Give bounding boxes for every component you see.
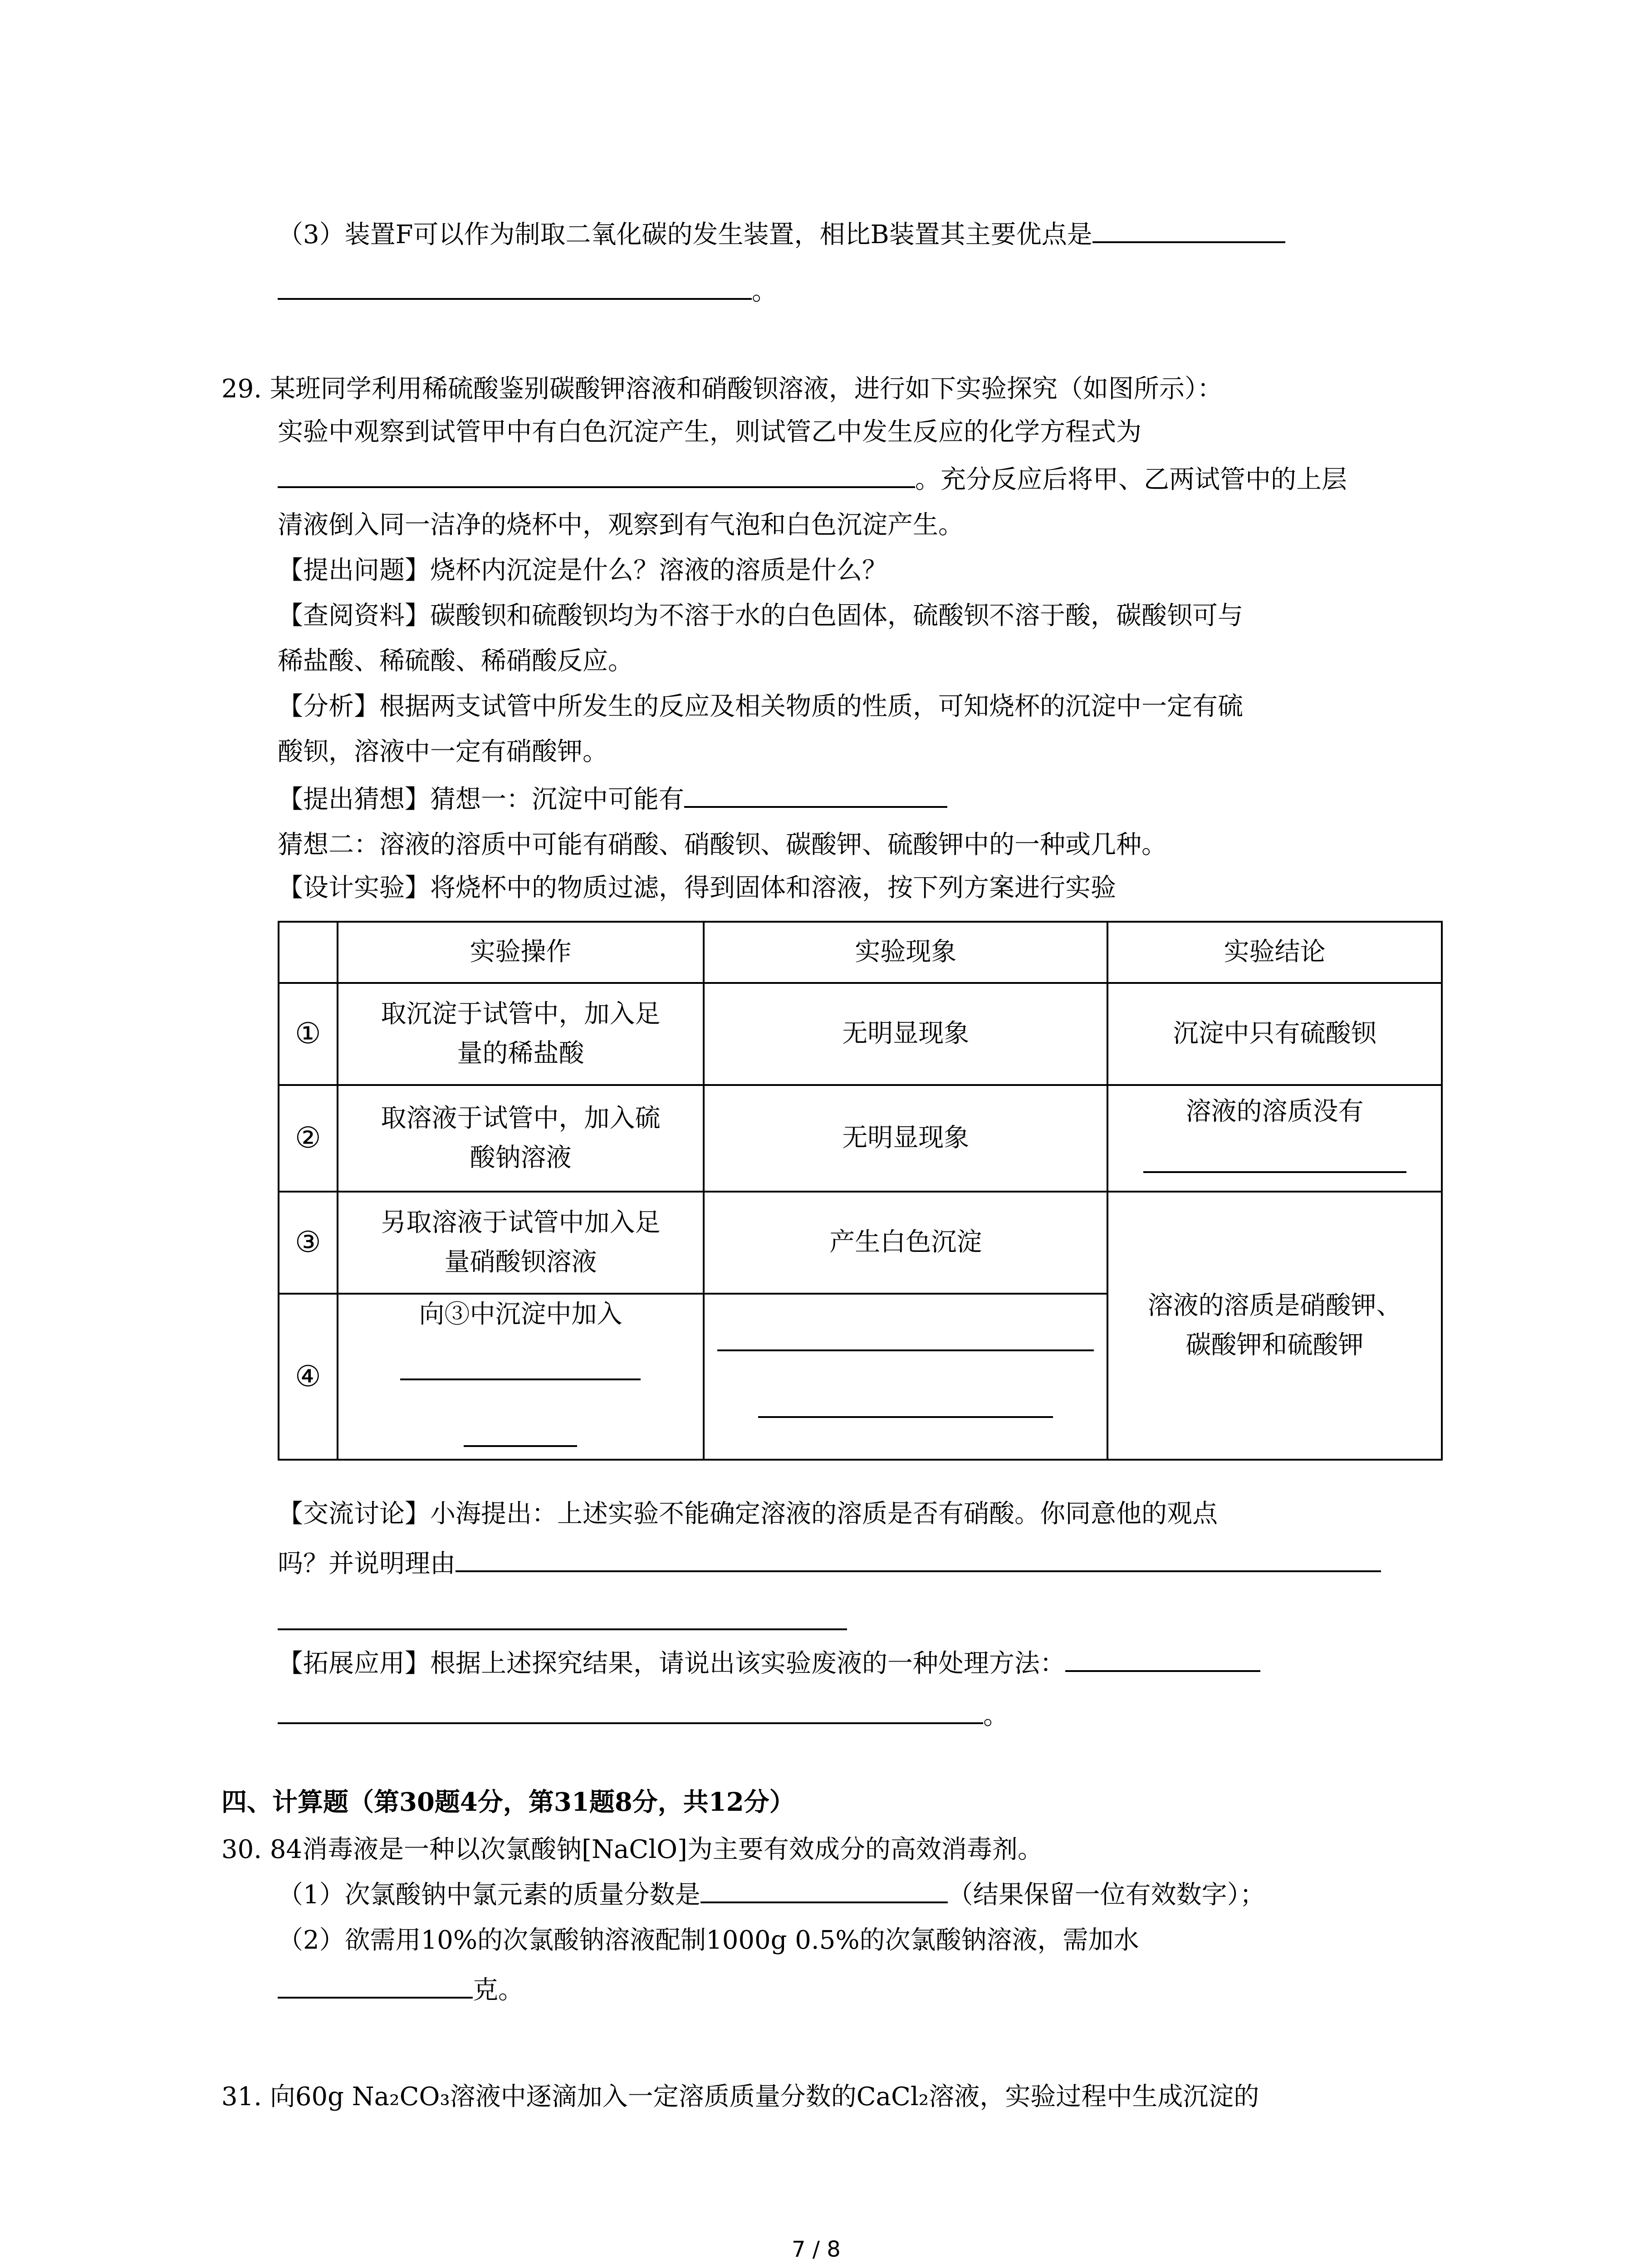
q29-guess-1: 【提出猜想】猜想一：沉淀中可能有	[278, 787, 947, 812]
row-conclusion: 沉淀中只有硫酸钡	[1107, 983, 1442, 1085]
q29-line3: 。充分反应后将甲、乙两试管中的上层	[278, 467, 1347, 493]
q29-apply: 【拓展应用】根据上述探究结果，请说出该实验废液的一种处理方法：	[278, 1651, 1260, 1677]
answer-blank[interactable]	[684, 805, 947, 808]
q29-discuss-1: 【交流讨论】小海提出：上述实验不能确定溶液的溶质是否有硝酸。你同意他的观点	[278, 1499, 1218, 1529]
answer-blank[interactable]	[717, 1349, 1094, 1351]
answer-blank[interactable]	[278, 1628, 847, 1630]
q29-guess-2: 猜想二：溶液的溶质中可能有硝酸、硝酸钡、碳酸钾、硫酸钾中的一种或几种。	[278, 830, 1167, 860]
table-row	[279, 1085, 1442, 1192]
answer-blank[interactable]	[1143, 1170, 1406, 1173]
q29-discuss-2: 吗？并说明理由	[278, 1551, 1381, 1577]
experiment-table	[278, 921, 1443, 1461]
row-operation: 向③中沉淀中加入	[338, 1294, 704, 1460]
row-conclusion: 溶液的溶质没有	[1107, 1085, 1442, 1192]
table-header-empty	[279, 922, 338, 983]
table-header-conclusion: 实验结论	[1107, 922, 1442, 983]
answer-blank[interactable]	[758, 1415, 1053, 1418]
q28-part3-text: （3）装置F可以作为制取二氧化碳的发生装置，相比B装置其主要优点是	[278, 222, 1285, 248]
answer-blank[interactable]	[278, 297, 752, 300]
q30-part2-continuation: 克。	[278, 1978, 524, 2003]
table-row	[279, 983, 1442, 1085]
table-header-phenomenon: 实验现象	[704, 922, 1107, 983]
answer-blank[interactable]	[278, 1721, 983, 1724]
q29-analysis-2: 酸钡，溶液中一定有硝酸钾。	[278, 737, 608, 767]
row-operation: 取沉淀于试管中，加入足 量的稀盐酸	[338, 983, 704, 1085]
q29-design: 【设计实验】将烧杯中的物质过滤，得到固体和溶液，按下列方案进行实验	[278, 873, 1116, 903]
q31-line1: 31. 向60g Na₂CO₃溶液中逐滴加入一定溶质质量分数的CaCl₂溶液，实验过程中生成沉淀的	[221, 2082, 1259, 2112]
table-header-operation: 实验操作	[338, 922, 704, 983]
page-number: 7 / 8	[792, 2237, 841, 2262]
answer-blank[interactable]	[1092, 240, 1285, 243]
row-phenomenon: 无明显现象	[704, 1085, 1107, 1192]
row-number: ①	[279, 983, 338, 1085]
row-operation: 取溶液于试管中，加入硫 酸钠溶液	[338, 1085, 704, 1192]
row-phenomenon: 产生白色沉淀	[704, 1192, 1107, 1294]
q28-part3-continuation: 。	[278, 279, 777, 304]
answer-blank[interactable]	[700, 1901, 948, 1903]
answer-blank[interactable]	[1065, 1669, 1260, 1672]
row-conclusion: 溶液的溶质是硝酸钾、 碳酸钾和硫酸钾	[1107, 1192, 1442, 1460]
answer-blank[interactable]	[278, 485, 915, 488]
q30-part2: （2）欲需用10%的次氯酸钠溶液配制1000g 0.5%的次氯酸钠溶液，需加水	[278, 1926, 1139, 1955]
q29-problem: 【提出问题】烧杯内沉淀是什么？溶液的溶质是什么？	[278, 556, 887, 585]
row-number: ④	[279, 1294, 338, 1460]
table-row	[279, 1192, 1442, 1294]
q30-part1: （1）次氯酸钠中氯元素的质量分数是 （结果保留一位有效数字）；	[278, 1880, 1265, 1910]
answer-blank[interactable]	[278, 1996, 473, 1999]
q29-reference-1: 【查阅资料】碳酸钡和硫酸钡均为不溶于水的白色固体，硫酸钡不溶于酸，碳酸钡可与	[278, 601, 1243, 631]
q29-reference-2: 稀盐酸、稀硫酸、稀硝酸反应。	[278, 646, 633, 676]
section-4-title: 四、计算题（第30题4分，第31题8分，共12分）	[221, 1787, 795, 1817]
row-phenomenon	[704, 1294, 1107, 1460]
row-number: ③	[279, 1192, 338, 1294]
answer-blank[interactable]	[456, 1569, 1381, 1572]
q29-apply-continuation: 。	[278, 1703, 1009, 1729]
row-number: ②	[279, 1085, 338, 1192]
table-header-row	[279, 922, 1442, 983]
answer-blank[interactable]	[464, 1444, 577, 1447]
q29-line1: 29. 某班同学利用稀硫酸鉴别碳酸钾溶液和硝酸钡溶液，进行如下实验探究（如图所示）：	[221, 374, 1223, 404]
q29-line4: 清液倒入同一洁净的烧杯中，观察到有气泡和白色沉淀产生。	[278, 510, 964, 540]
row-operation: 另取溶液于试管中加入足 量硝酸钡溶液	[338, 1192, 704, 1294]
q29-analysis-1: 【分析】根据两支试管中所发生的反应及相关物质的性质，可知烧杯的沉淀中一定有硫	[278, 692, 1243, 721]
q29-line2: 实验中观察到试管甲中有白色沉淀产生，则试管乙中发生反应的化学方程式为	[278, 417, 1141, 447]
row-phenomenon: 无明显现象	[704, 983, 1107, 1085]
q30-line1: 30. 84消毒液是一种以次氯酸钠[NaClO]为主要有效成分的高效消毒剂。	[221, 1835, 1043, 1864]
answer-blank[interactable]	[400, 1378, 641, 1380]
